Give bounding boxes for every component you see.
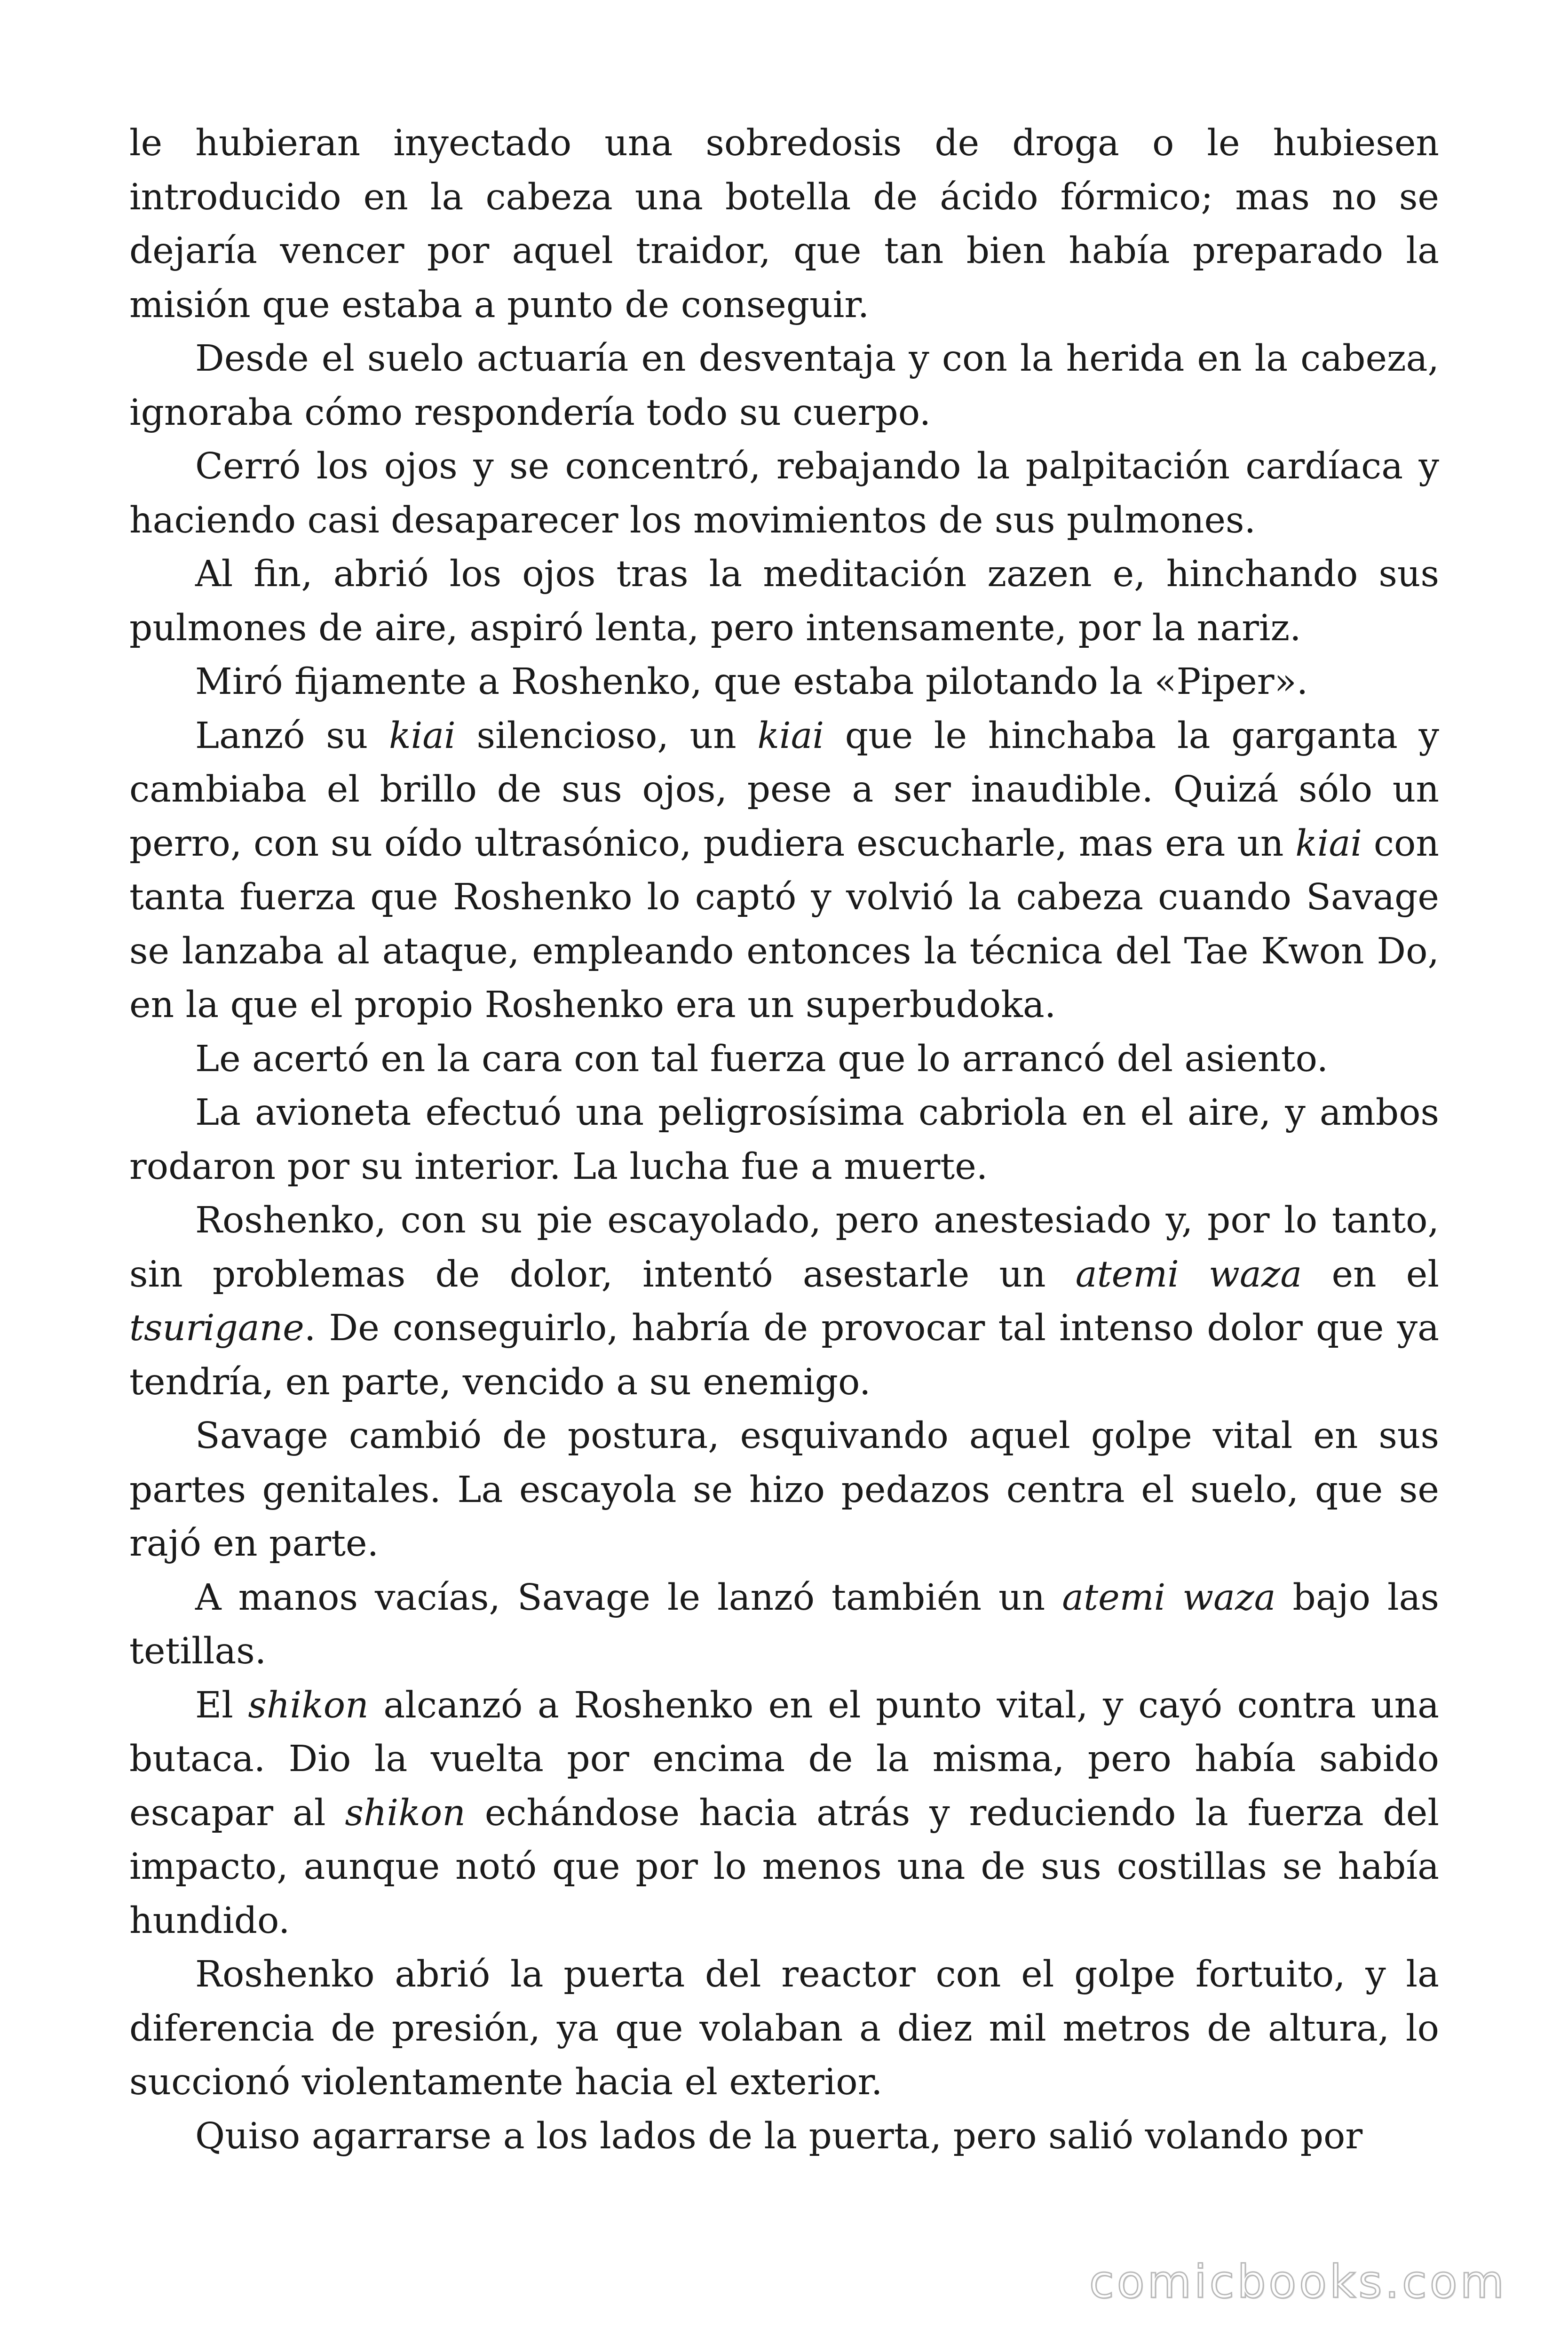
paragraph [129,117,1439,332]
paragraph [129,1409,1439,1571]
paragraph [129,1086,1439,1194]
italic-term: shikon [248,1684,369,1726]
text-run: con tanta fuerza que Roshenko lo captó y volvió la cabeza cuando Savage se lanzaba al ataque, empleando entonces la técnica del Tae Kwon Do, en la que el propio Roshenko era un superbudoka. [129,822,1439,1026]
text-run: El [195,1684,248,1726]
text-run: Al fin, abrió los ojos tras la meditación zazen e, hinchando sus pulmones de aire, aspiró lenta, pero intensamente, por la nariz. [129,553,1439,649]
text-run: le hubieran inyectado una sobredosis de droga o le hubiesen introducido en la cabeza una botella de ácido fórmico; mas no se dejaría vencer por aquel traidor, que tan bien había preparado la misión que estaba a punto de conseguir. [129,122,1439,326]
italic-term: kiai [1295,822,1362,865]
text-run: alcanzó a Roshenko en el punto vital, y cayó contra una butaca. Dio la vuelta por encima de la misma, pero había sabido escapar al [129,1684,1439,1834]
text-run: Desde el suelo actuaría en desventaja y con la herida en la cabeza, ignoraba cómo respondería todo su cuerpo. [129,338,1439,434]
paragraph [129,2110,1439,2164]
text-run: que le hinchaba la garganta y cambiaba el brillo de sus ojos, pese a ser inaudible. Quizá sólo un perro, con su oído ultrasónico, pudiera escucharle, mas era un [129,715,1440,865]
italic-term: kiai [388,715,456,757]
text-run: La avioneta efectuó una peligrosísima cabriola en el aire, y ambos rodaron por su interior. La lucha fue a muerte. [129,1092,1439,1188]
body-text [129,117,1439,2163]
text-run: Quiso agarrarse a los lados de la puerta, pero salió volando por [195,2115,1363,2157]
paragraph [129,1679,1439,1948]
text-run: bajo las tetillas. [129,1576,1440,1672]
paragraph [129,1033,1439,1087]
text-run: echándose hacia atrás y reduciendo la fuerza del impacto, aunque notó que por lo menos una de sus costillas se había hundido. [129,1792,1439,1942]
italic-term: atemi waza [1075,1253,1302,1295]
italic-term: kiai [757,715,824,757]
text-run: A manos vacías, Savage le lanzó también un [195,1576,1062,1619]
text-run: Le acertó en la cara con tal fuerza que lo arrancó del asiento. [195,1038,1329,1080]
paragraph [129,709,1439,1033]
italic-term: atemi waza [1062,1576,1276,1619]
paragraph [129,548,1439,655]
italic-term: shikon [345,1792,466,1834]
text-run: Lanzó su [195,715,389,757]
italic-term: tsurigane [129,1307,304,1349]
text-run: Cerró los ojos y se concentró, rebajando la palpitación cardíaca y haciendo casi desaparecer los movimientos de sus pulmones. [129,445,1439,541]
paragraph [129,1571,1439,1679]
paragraph [129,1948,1439,2110]
text-run: Miró fijamente a Roshenko, que estaba pilotando la «Piper». [195,661,1308,703]
paragraph [129,1194,1439,1409]
text-run: . De conseguirlo, habría de provocar tal intenso dolor que ya tendría, en parte, vencido a su enemigo. [129,1307,1439,1403]
paragraph [129,440,1439,548]
paragraph [129,332,1439,440]
text-run: Roshenko abrió la puerta del reactor con el golpe fortuito, y la diferencia de presión, ya que volaban a diez mil metros de altura, lo succionó violentamente hacia el exterior. [129,1954,1439,2103]
text-run: en el [1302,1253,1440,1295]
watermark: comicbooks.com [1089,2256,1507,2308]
text-run: Savage cambió de postura, esquivando aquel golpe vital en sus partes genitales. La escayola se hizo pedazos centra el suelo, que se rajó en parte. [129,1415,1439,1565]
paragraph [129,655,1439,709]
text-run: Roshenko, con su pie escayolado, pero anestesiado y, por lo tanto, sin problemas de dolor, intentó asestarle un [129,1200,1439,1295]
text-run: silencioso, un [455,715,758,757]
